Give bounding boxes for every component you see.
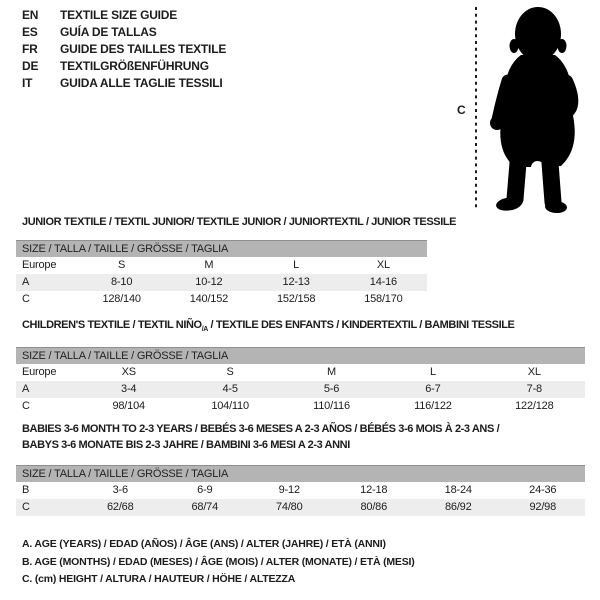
legend-notes [22,536,415,589]
table-row [16,291,427,308]
babies-size-table [16,465,585,516]
size-cell: 80/86 [360,501,388,513]
size-cell: 4-5 [222,383,238,395]
size-cell: 116/122 [414,400,452,412]
language-title: GUIDE DES TAILLES TEXTILE [60,42,227,56]
table-row [16,274,427,291]
size-header-bar: SIZE / TALLA / TAILLE / GRÖSSE / TAGLIA [16,465,585,482]
size-cell: L [429,366,436,378]
baby-figure [450,4,595,214]
babies-table-title [22,421,499,453]
children-table-title [22,317,515,338]
table-row [16,257,427,274]
size-cell: M [327,366,336,378]
size-cell: 7-8 [526,383,542,395]
size-cell: 10-12 [195,276,223,288]
size-cell: 68/74 [191,501,219,513]
language-row [22,75,226,92]
children-size-table [16,347,585,415]
size-cell: 110/116 [313,400,350,412]
size-cell: 9-12 [278,484,300,496]
size-cell: 6-9 [197,484,213,496]
size-cell: XL [376,259,390,271]
title-text: / TEXTILE DES ENFANTS / KINDERTEXTIL / BAMBINI TESSILE [207,319,515,331]
row-label: Europe [22,366,57,378]
row-label: Europe [22,259,57,271]
row-label: C [22,400,30,412]
size-cell: 158/170 [364,293,403,305]
language-row [22,41,226,58]
size-cell: S [226,366,234,378]
row-label: A [22,276,30,288]
language-code: EN [22,8,39,22]
title-subscript: /A [201,326,208,334]
table-row [16,398,585,415]
note-age-years: A. AGE (YEARS) / EDAD (AÑOS) / ÂGE (ANS) / ALTER (JAHRE) / ETÀ (ANNI) [22,538,386,550]
table-row [16,482,585,499]
size-cell: 128/140 [102,293,141,305]
size-cell: 104/110 [211,400,249,412]
size-cell: 140/152 [189,293,229,305]
size-cell: 62/68 [106,501,134,513]
row-label: C [22,501,30,513]
size-cell: 3-6 [112,484,128,496]
size-cell: XS [121,366,136,378]
language-title: GUIDA ALLE TAGLIE TESSILI [60,76,223,90]
size-header-bar: SIZE / TALLA / TAILLE / GRÖSSE / TAGLIA [16,347,585,364]
size-cell: 86/92 [444,501,472,513]
language-code: ES [22,25,38,39]
size-cell: 92/98 [529,501,557,513]
row-label: C [22,293,30,305]
baby-silhouette-figure [450,4,595,214]
junior-size-table [16,240,427,308]
language-row [22,7,226,24]
title-line-2: BABYS 3-6 MONATE BIS 2-3 JAHRE / BAMBINI 3-6 MESI A 2-3 ANNI [22,439,350,451]
size-cell: 152/158 [276,293,316,305]
row-label: A [22,383,30,395]
row-label: B [22,484,30,496]
size-cell: 74/80 [275,501,303,513]
table-row [16,381,585,398]
language-title: GUÍA DE TALLAS [60,25,157,39]
size-cell: S [118,259,126,271]
size-cell: 122/128 [515,400,554,412]
note-height-cm: C. (cm) HEIGHT / ALTURA / HAUTEUR / HÖHE / ALTEZZA [22,573,296,585]
table-row [16,499,585,516]
language-row [22,24,226,41]
language-row [22,58,226,75]
language-title-list [22,7,226,92]
size-cell: 6-7 [425,383,441,395]
size-cell: 5-6 [323,383,340,395]
language-title: TEXTILGRÖßENFÜHRUNG [60,59,209,73]
title-text: CHILDREN'S TEXTILE / TEXTIL NIÑO [22,319,202,331]
title-line-1: BABIES 3-6 MONTH TO 2-3 YEARS / BEBÉS 3-6 MESES A 2-3 AÑOS / BÉBÉS 3-6 MOIS À 2-3 ANS / [22,423,500,435]
baby-silhouette-icon [490,7,575,214]
size-cell: 12-13 [282,276,310,288]
size-header-bar: SIZE / TALLA / TAILLE / GRÖSSE / TAGLIA [16,240,427,257]
size-cell: M [204,259,214,271]
title-text: JUNIOR TEXTILE / TEXTIL JUNIOR/ TEXTILE JUNIOR / JUNIORTEXTIL / JUNIOR TESSILE [22,216,457,228]
size-cell: 98/104 [112,400,145,412]
size-cell: 12-18 [360,484,388,496]
size-cell: 3-4 [121,383,137,395]
size-cell: 18-24 [444,484,472,496]
language-title: TEXTILE SIZE GUIDE [60,8,178,22]
size-cell: 14-16 [369,276,397,288]
note-age-months: B. AGE (MONTHS) / EDAD (MESES) / ÂGE (MOIS) / ALTER (MONATE) / ETÀ (MESI) [22,555,415,568]
language-code: IT [22,76,33,90]
size-cell: XL [527,366,541,378]
table-row [16,364,585,381]
size-cell: 8-10 [111,276,133,288]
size-cell: 24-36 [529,484,557,496]
junior-table-title [22,214,456,235]
language-code: DE [22,59,39,73]
size-cell: L [293,259,300,271]
language-code: FR [22,42,38,56]
height-measure-label: C [457,103,466,117]
